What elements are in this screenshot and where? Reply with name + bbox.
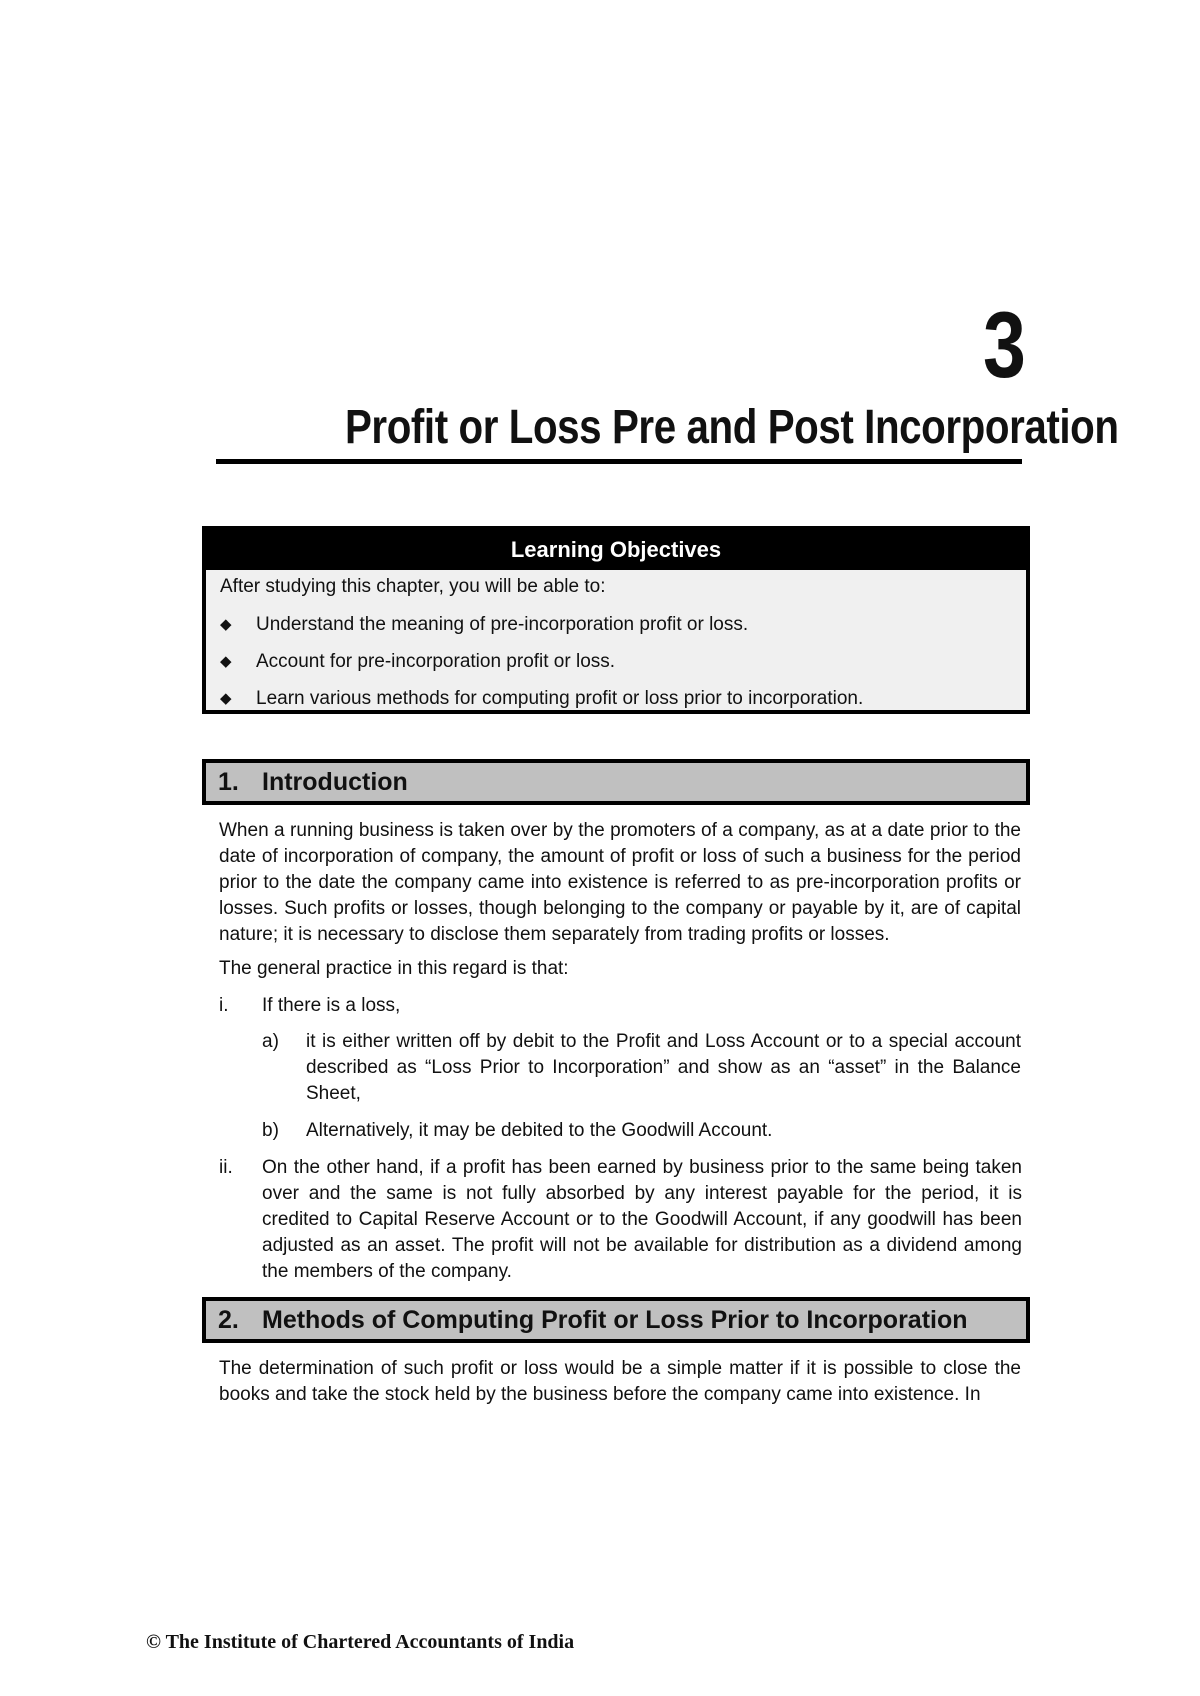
section-heading-methods xyxy=(202,1297,1030,1343)
title-underline xyxy=(216,459,1022,464)
learning-objective-item xyxy=(220,688,863,725)
copyright-footer: © The Institute of Chartered Accountants of India xyxy=(146,1631,575,1653)
learning-objectives-list xyxy=(220,614,863,725)
learning-objective-text: Understand the meaning of pre-incorporation profit or loss. xyxy=(256,614,749,635)
section-number: 2. xyxy=(218,1306,239,1334)
diamond-bullet-icon: ◆ xyxy=(220,690,232,707)
section-title: Introduction xyxy=(262,768,408,796)
learning-objectives-intro: After studying this chapter, you will be able to: xyxy=(220,576,606,597)
section-heading-introduction xyxy=(202,759,1030,805)
diamond-bullet-icon: ◆ xyxy=(220,616,232,633)
section-title: Methods of Computing Profit or Loss Prior to Incorporation xyxy=(262,1306,968,1334)
methods-paragraph: The determination of such profit or loss would be a simple matter if it is possible to close the books and take the stock held by the business before the company came into existence. In xyxy=(219,1358,1021,1405)
list-item-a: it is either written off by debit to the Profit and Loss Account or to a special account described as “Loss Prior to Incorporation” and show as an “asset” in the Balance Sheet, xyxy=(306,1031,1021,1104)
list-marker-b: b) xyxy=(262,1120,279,1141)
chapter-title: Profit or Loss Pre and Post Incorporation xyxy=(344,401,1119,454)
intro-paragraph: When a running business is taken over by the promoters of a company, as at a date prior to the date of incorporation of company, the amount of profit or loss of such a business for the period prior to the date the company came into existence is referred to as pre-incorporation profits or losses. Such profits or losses, though belonging to the company or payable by it, are of capital nature; it is necessary to disclose them separately from trading profits or losses. xyxy=(219,820,1021,945)
list-marker-i: i. xyxy=(219,995,229,1016)
learning-objective-text: Learn various methods for computing profit or loss prior to incorporation. xyxy=(256,688,864,709)
chapter-number: 3 xyxy=(982,292,1024,397)
learning-objective-text: Account for pre-incorporation profit or loss. xyxy=(256,651,616,672)
list-marker-ii: ii. xyxy=(219,1157,233,1178)
learning-objectives-header: Learning Objectives xyxy=(206,530,1026,570)
learning-objective-item xyxy=(220,614,863,651)
general-practice-paragraph: The general practice in this regard is that: xyxy=(219,958,569,979)
list-marker-a: a) xyxy=(262,1031,279,1052)
learning-objective-item xyxy=(220,651,863,688)
diamond-bullet-icon: ◆ xyxy=(220,653,232,670)
section-number: 1. xyxy=(218,768,239,796)
list-item-b: Alternatively, it may be debited to the Goodwill Account. xyxy=(306,1120,773,1141)
list-item-i: If there is a loss, xyxy=(262,995,401,1016)
learning-objectives-box xyxy=(202,526,1030,714)
list-item-ii: On the other hand, if a profit has been earned by business prior to the same being taken over and the same is not fully absorbed by any interest payable for the period, it is credited to Capital Reserve Account or to the Goodwill Account, if any goodwill has been adjusted as an asset. The profit will not be available for distribution as a dividend among the members of the company. xyxy=(262,1157,1022,1282)
